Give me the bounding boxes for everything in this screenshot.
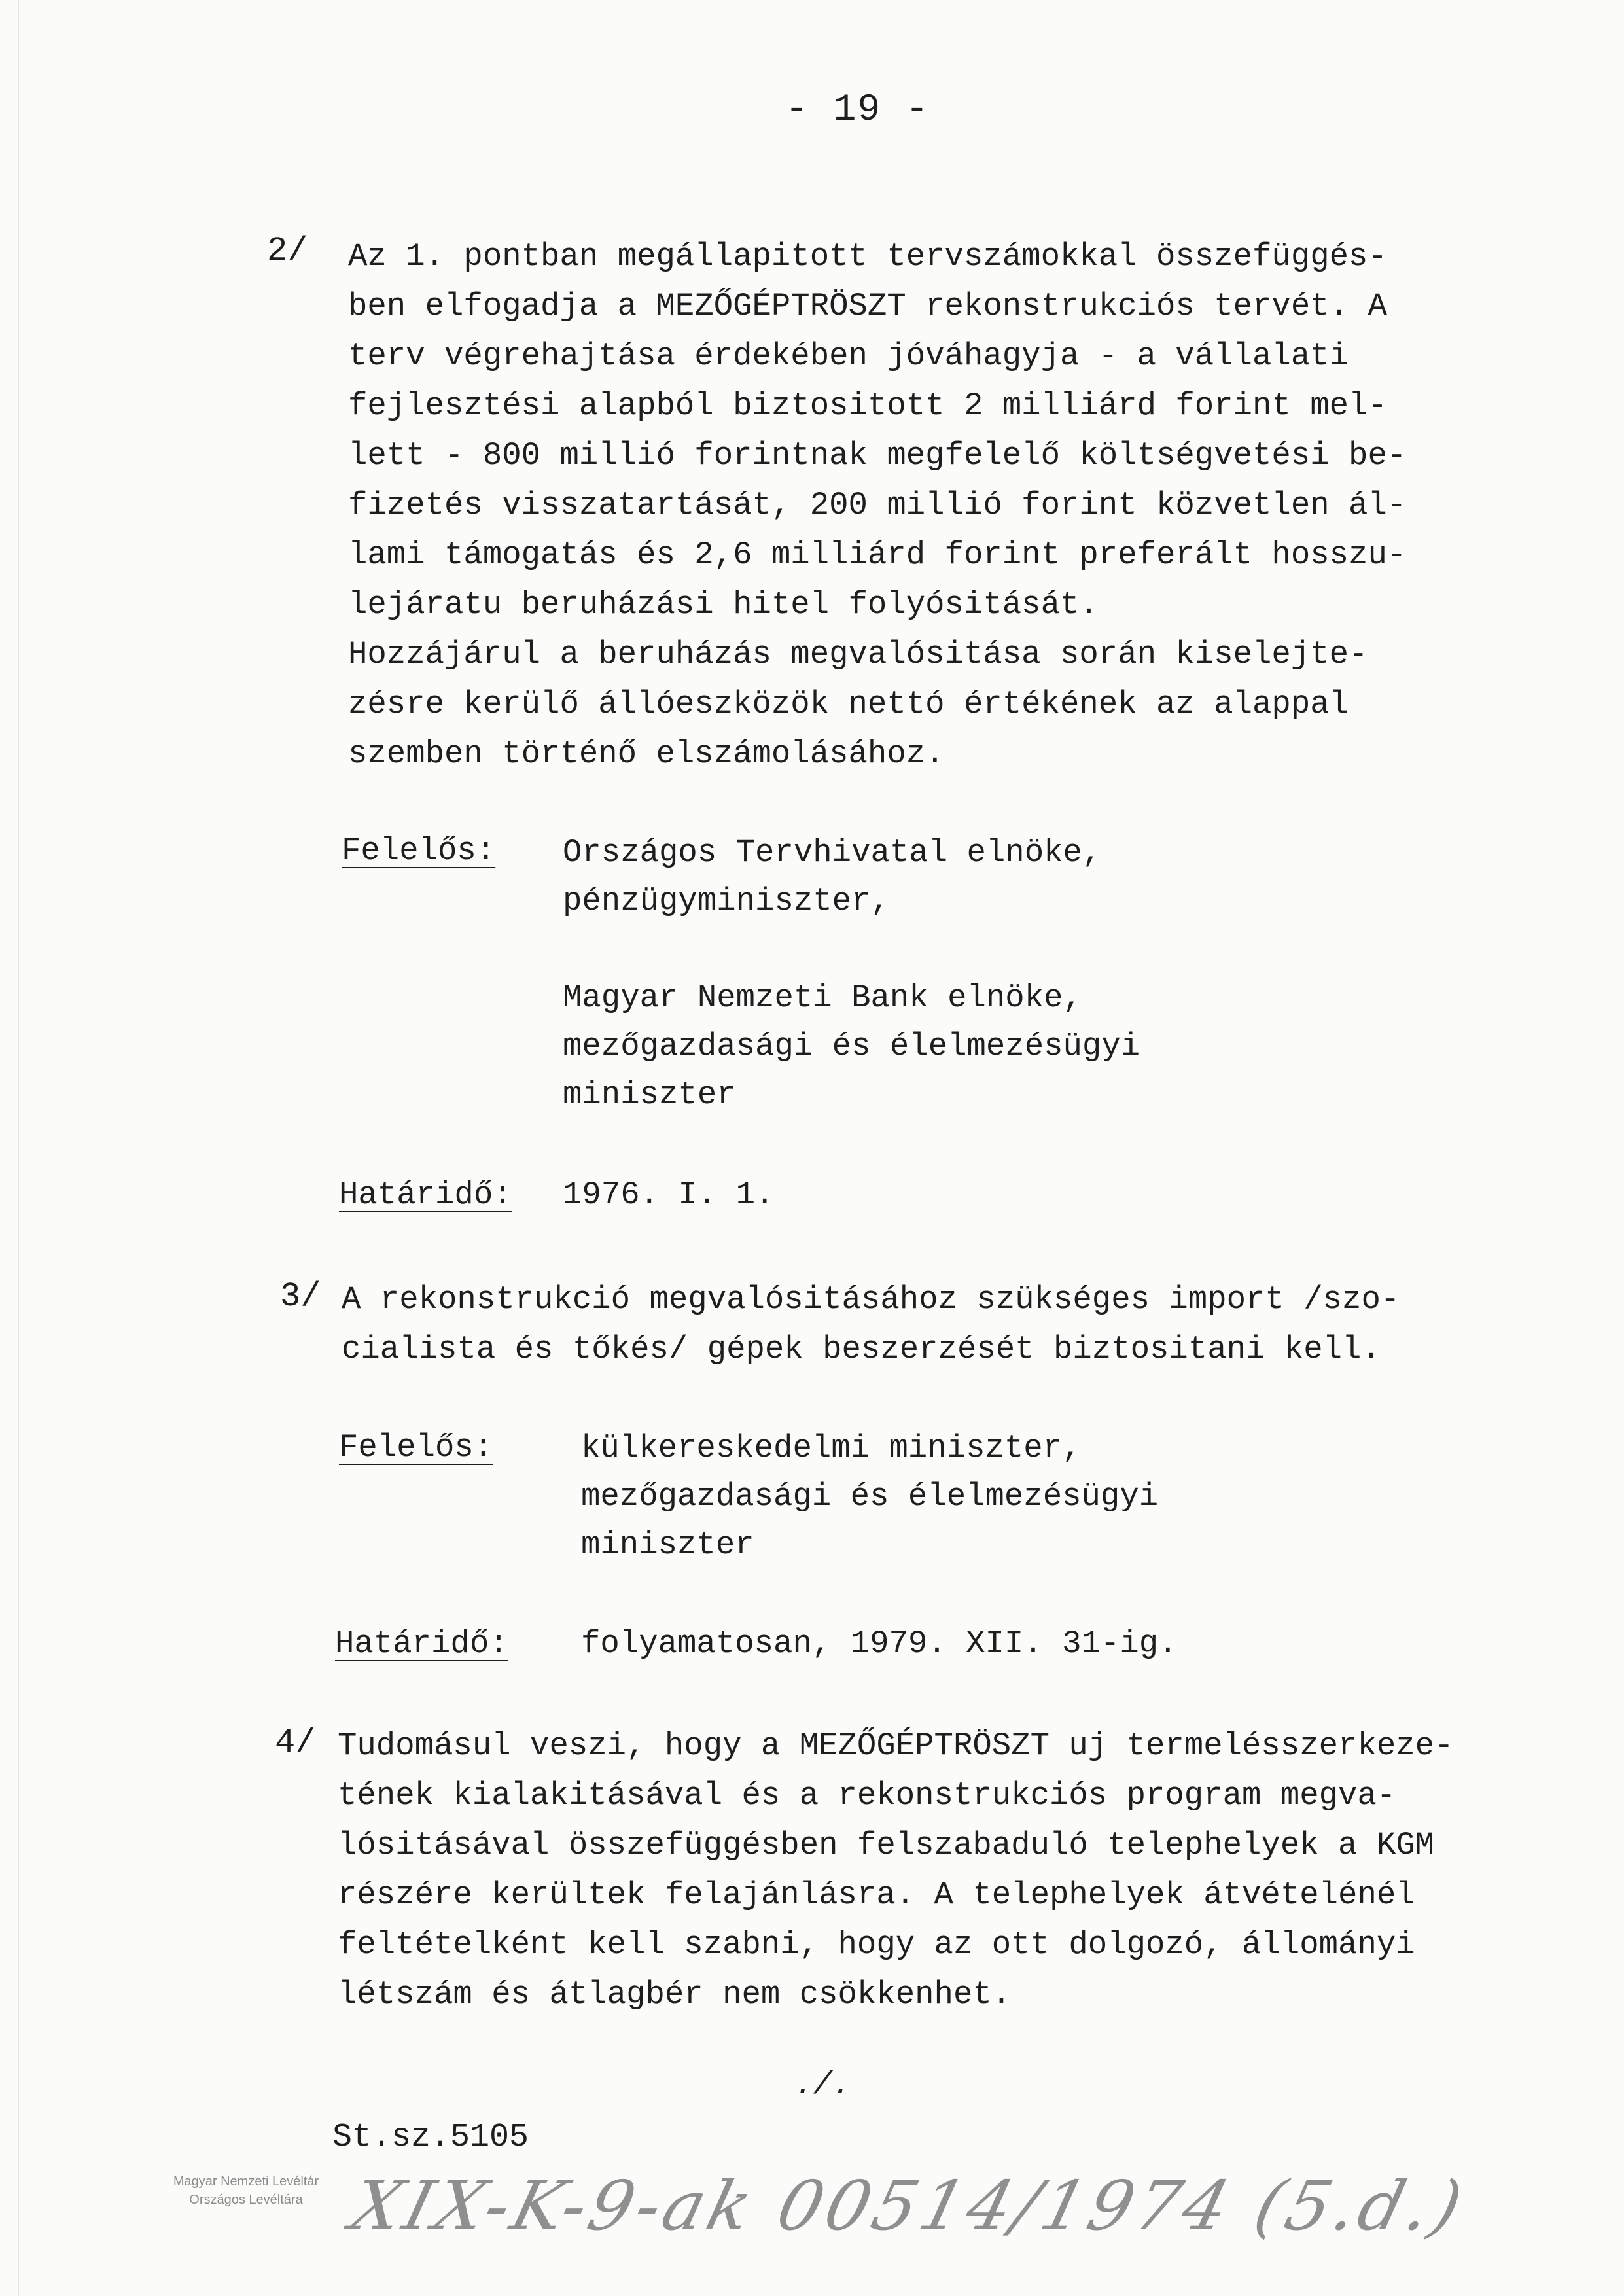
responsible-list	[563, 828, 1140, 1119]
item-3-paragraph	[342, 1275, 1400, 1374]
item-number-2: 2/	[267, 232, 308, 270]
scan-edge-line	[18, 0, 19, 2296]
archive-stamp	[135, 2172, 357, 2209]
text-line: zésre kerülő állóeszközök nettó értékének az alappal	[348, 686, 1349, 722]
responsible-line: miniszter	[563, 1076, 736, 1113]
text-line: Az 1. pontban megállapitott tervszámokkal összefüggés-	[348, 238, 1387, 275]
text-line: feltételként kell szabni, hogy az ott dolgozó, állományi	[338, 1926, 1415, 1963]
responsible-label: Felelős:	[342, 832, 496, 869]
responsible-line: mezőgazdasági és élelmezésügyi	[563, 1028, 1140, 1065]
text-line: fejlesztési alapból biztositott 2 milliárd forint mel-	[348, 387, 1387, 424]
footer-reference: St.sz.5105	[332, 2119, 529, 2156]
responsible-line: mezőgazdasági és élelmezésügyi	[581, 1478, 1159, 1515]
responsible-line: miniszter	[581, 1527, 754, 1563]
text-line: cialista és tőkés/ gépek beszerzését biztositani kell.	[342, 1331, 1381, 1368]
text-line: A rekonstrukció megvalósitásához szükséges import /szo-	[342, 1281, 1400, 1318]
responsible-line: Magyar Nemzeti Bank elnöke,	[563, 980, 1082, 1016]
archive-handwritten-reference: XIX-K-9-ak 00514/1974 (5.d.)	[343, 2166, 1474, 2246]
responsible-line: pénzügyminiszter,	[563, 883, 890, 919]
deadline-value: 1976. I. 1.	[563, 1176, 775, 1213]
text-line: fizetés visszatartását, 200 millió forint közvetlen ál-	[348, 487, 1407, 523]
responsible-line	[563, 925, 1140, 974]
responsible-line: Országos Tervhivatal elnöke,	[563, 834, 1102, 871]
text-line: tének kialakitásával és a rekonstrukciós program megva-	[338, 1777, 1396, 1814]
text-line: lejáratu beruházási hitel folyósitását.	[348, 586, 1099, 623]
deadline-label: Határidő:	[335, 1625, 508, 1662]
text-line: részére kerültek felajánlásra. A telephelyek átvételénél	[338, 1877, 1415, 1913]
text-line: létszám és átlagbér nem csökkenhet.	[338, 1976, 1012, 2013]
text-line: lami támogatás és 2,6 milliárd forint preferált hosszu-	[348, 537, 1407, 573]
item-number-3: 3/	[280, 1277, 321, 1316]
responsible-label: Felelős:	[339, 1429, 493, 1466]
item-4-paragraph	[338, 1721, 1453, 2019]
deadline-value: folyamatosan, 1979. XII. 31-ig.	[581, 1625, 1178, 1662]
responsible-line: külkereskedelmi miniszter,	[581, 1430, 1082, 1466]
deadline-label: Határidő:	[339, 1176, 512, 1213]
page-number: - 19 -	[785, 89, 930, 132]
text-line: terv végrehajtása érdekében jóváhagyja - a vállalati	[348, 338, 1349, 374]
stamp-line: Magyar Nemzeti Levéltár	[173, 2174, 319, 2189]
item-number-4: 4/	[275, 1723, 316, 1762]
text-line: lett - 800 millió forintnak megfelelő költségvetési be-	[348, 437, 1407, 474]
continuation-mark: ./.	[794, 2068, 851, 2103]
text-line: szemben történő elszámolásához.	[348, 735, 945, 772]
item-2-paragraph	[348, 232, 1406, 779]
responsible-list	[581, 1424, 1158, 1569]
stamp-line: Országos Levéltára	[189, 2193, 303, 2207]
text-line: lósitásával összefüggésben felszabaduló telephelyek a KGM	[338, 1827, 1435, 1863]
text-line: Hozzájárul a beruházás megvalósitása során kiselejte-	[348, 636, 1368, 673]
text-line: Tudomásul veszi, hogy a MEZŐGÉPTRÖSZT uj termelésszerkeze-	[338, 1727, 1454, 1764]
text-line: ben elfogadja a MEZŐGÉPTRÖSZT rekonstrukciós tervét. A	[348, 288, 1387, 325]
